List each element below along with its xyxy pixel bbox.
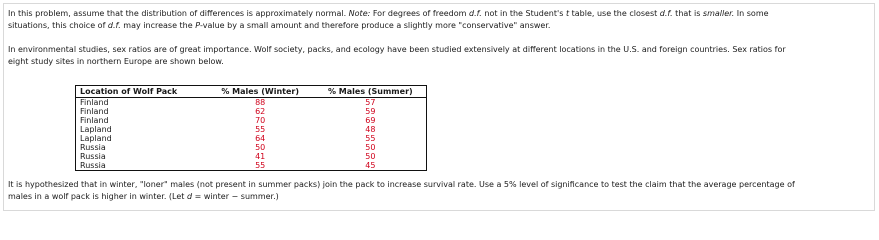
note-label: Note: bbox=[348, 9, 371, 18]
context-text: eight study sites in northern Europe are shown below. bbox=[8, 57, 224, 66]
question-text: It is hypothesized that in winter, "loner" males (not present in summer packs) join the pack to increase survival rate. Use a 5% level of significance to test the claim that the average percentage of bbox=[8, 180, 795, 189]
instructions-text: situations, this choice of bbox=[8, 21, 108, 30]
winter-cell: 41 bbox=[255, 152, 266, 161]
table-header-row bbox=[76, 86, 427, 98]
question-text: males in a wolf pack is higher in winter. (Let bbox=[8, 192, 187, 201]
instructions-text: In this problem, assume that the distribution of differences is approximately normal. bbox=[8, 9, 349, 18]
instructions-text: In some bbox=[734, 9, 769, 18]
summer-cell: 48 bbox=[365, 125, 376, 134]
summer-cell: 69 bbox=[365, 116, 376, 125]
instructions-paragraph bbox=[8, 8, 769, 32]
location-cell: Finland bbox=[80, 116, 109, 125]
context-text: In environmental studies, sex ratios are of great importance. Wolf society, packs, and ecology have been studied extensively at different locations in the U.S. and foreign countries. Sex ratios for bbox=[8, 45, 786, 54]
summer-cell: 45 bbox=[314, 161, 427, 171]
instructions-text: For degrees of freedom bbox=[370, 9, 469, 18]
table-row bbox=[76, 98, 427, 108]
location-cell: Russia bbox=[76, 161, 206, 171]
d-term: d bbox=[186, 192, 193, 201]
summer-cell: 50 bbox=[365, 143, 376, 152]
df-term: d.f. bbox=[107, 21, 121, 30]
summer-cell: 55 bbox=[365, 134, 376, 143]
instructions-text: not in the Student's bbox=[481, 9, 566, 18]
wolf-sex-ratio-table bbox=[75, 85, 427, 171]
p-term: P bbox=[195, 21, 201, 30]
location-cell: Finland bbox=[80, 98, 109, 107]
header-summer: % Males (Summer) bbox=[314, 86, 427, 98]
winter-cell: 62 bbox=[255, 107, 266, 116]
table-row bbox=[76, 125, 427, 134]
winter-cell: 50 bbox=[255, 143, 266, 152]
summer-cell: 59 bbox=[365, 107, 376, 116]
summer-cell: 57 bbox=[365, 98, 376, 107]
df-term: d.f. bbox=[659, 9, 673, 18]
instructions-text: that is bbox=[672, 9, 703, 18]
location-cell: Russia bbox=[80, 152, 106, 161]
winter-cell: 55 bbox=[206, 161, 314, 171]
header-location: Location of Wolf Pack bbox=[76, 86, 206, 98]
location-cell: Lapland bbox=[80, 125, 112, 134]
instructions-text: may increase the bbox=[120, 21, 196, 30]
t-term: t bbox=[565, 9, 570, 18]
winter-cell: 64 bbox=[255, 134, 266, 143]
question-paragraph bbox=[8, 179, 795, 203]
location-cell: Russia bbox=[80, 143, 106, 152]
winter-cell: 88 bbox=[255, 98, 266, 107]
question-text: = winter − summer.) bbox=[192, 192, 279, 201]
df-term: d.f. bbox=[468, 9, 482, 18]
winter-cell: 55 bbox=[255, 125, 266, 134]
header-winter: % Males (Winter) bbox=[206, 86, 314, 98]
winter-cell: 70 bbox=[255, 116, 266, 125]
table-row bbox=[76, 116, 427, 125]
summer-cell: 50 bbox=[365, 152, 376, 161]
context-paragraph bbox=[8, 44, 786, 68]
location-cell: Finland bbox=[80, 107, 109, 116]
table-row bbox=[76, 143, 427, 152]
instructions-text: -value by a small amount and therefore produce a slightly more "conservative" answer. bbox=[200, 21, 551, 30]
table-row bbox=[76, 107, 427, 116]
table-row bbox=[76, 161, 427, 171]
location-cell: Lapland bbox=[80, 134, 112, 143]
instructions-text: table, use the closest bbox=[569, 9, 660, 18]
smaller-term: smaller. bbox=[702, 9, 735, 18]
table-row bbox=[76, 134, 427, 143]
table-row bbox=[76, 152, 427, 161]
